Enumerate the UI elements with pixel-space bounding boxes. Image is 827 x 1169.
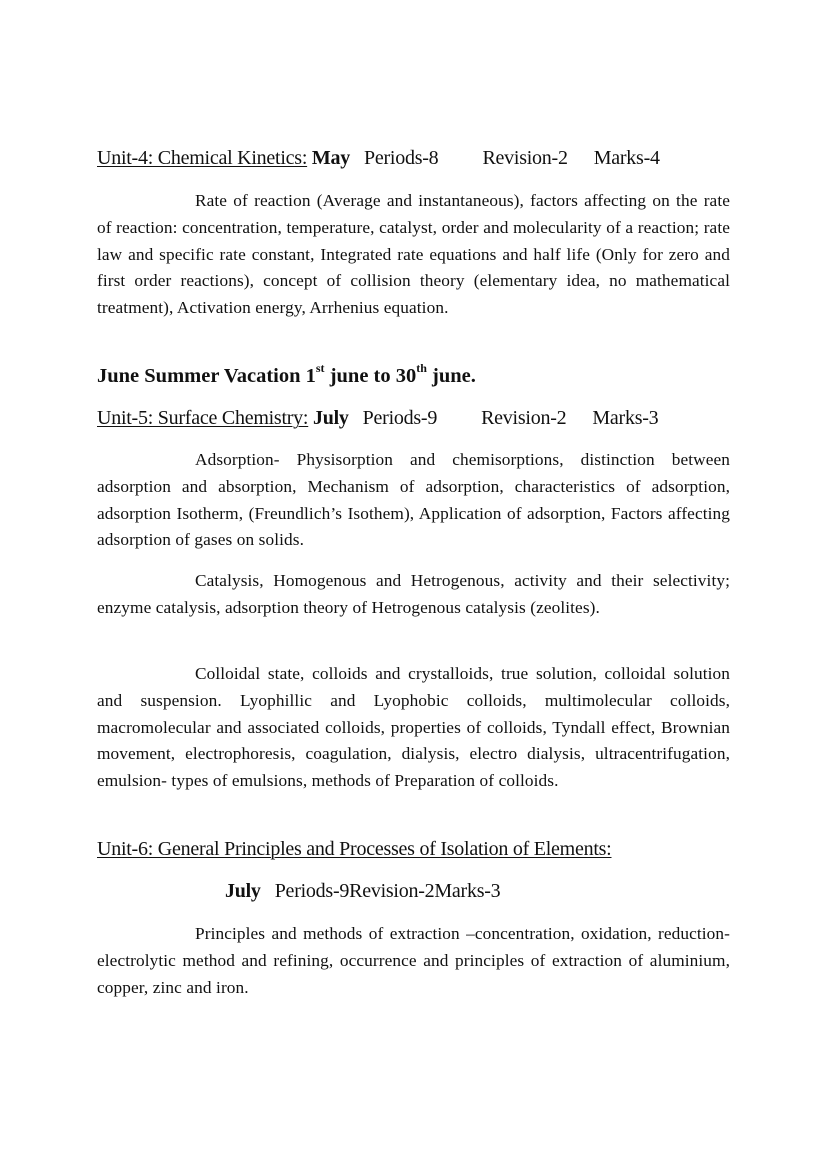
vacation-sup-b: th [416,361,427,376]
vacation-text-b: june to 30 [324,365,417,387]
vacation-notice [97,361,476,388]
unit6-month: July [225,880,261,902]
unit5-paragraph-1: Adsorption- Physisorption and chemisorptions, distinction between adsorption and absorption, Mechanism of adsorption, characteristics of adsorption, adsorption Isotherm, (Freundlich’s Isothem), Application of adsorption, Factors affecting adsorption of gases on solids. [97,450,730,550]
unit5-paragraph-3: Colloidal state, colloids and crystalloids, true solution, colloidal solution and suspension. Lyophillic and Lyophobic colloids, multimolecular colloids, macromolecular and associated colloids, properties of colloids, Tyndall effect, Brownian movement, electrophoresis, coagulation, dialysis, electro dialysis, ultracentrifugation, emulsion- types of emulsions, methods of Preparation of colloids. [97,664,730,791]
unit5-title: Unit-5: Surface Chemistry: [97,407,309,429]
unit6-paragraph-1: Principles and methods of extraction –concentration, oxidation, reduction- electrolytic method and refining, occurrence and principles of extraction of aluminium, copper, zinc and iron. [97,924,730,997]
unit4-marks: Marks-4 [593,147,660,169]
unit6-revision: Revision-2 [349,880,435,902]
unit4-title: Unit-4: Chemical Kinetics: [97,147,308,169]
unit5-heading [97,406,658,430]
unit6-marks: Marks-3 [434,880,501,902]
unit6-periods: Periods-9 [274,880,350,902]
unit4-paragraph-1: Rate of reaction (Average and instantaneous), factors affecting on the rate of reaction: concentration, temperature, catalyst, order and molecularity of a reaction; rate law and specific rate constant, Integrated rate equations and half life (Only for zero and first order reactions), concept of collision theory (elementary idea, no mathematical treatment), Activation energy, Arrhenius equation. [97,191,730,318]
unit6-heading [97,837,612,861]
unit5-paragraph-2: Catalysis, Homogenous and Hetrogenous, activity and their selectivity; enzyme catalysis, adsorption theory of Hetrogenous catalysis (zeolites). [97,571,730,617]
vacation-sup-a: st [315,361,325,376]
unit5-marks: Marks-3 [592,407,659,429]
unit4-heading [97,146,660,170]
vacation-text-a: June Summer Vacation 1 [97,365,316,387]
unit4-month: May [311,147,351,169]
unit6-title: Unit-6: General Principles and Processes of Isolation of Elements: [97,838,612,860]
unit4-revision: Revision-2 [482,147,568,169]
unit6-meta [225,879,500,903]
unit5-revision: Revision-2 [481,407,567,429]
unit5-periods: Periods-9 [362,407,438,429]
unit5-month: July [312,407,349,429]
unit4-periods: Periods-8 [364,147,439,169]
vacation-text-c: june. [426,365,476,387]
